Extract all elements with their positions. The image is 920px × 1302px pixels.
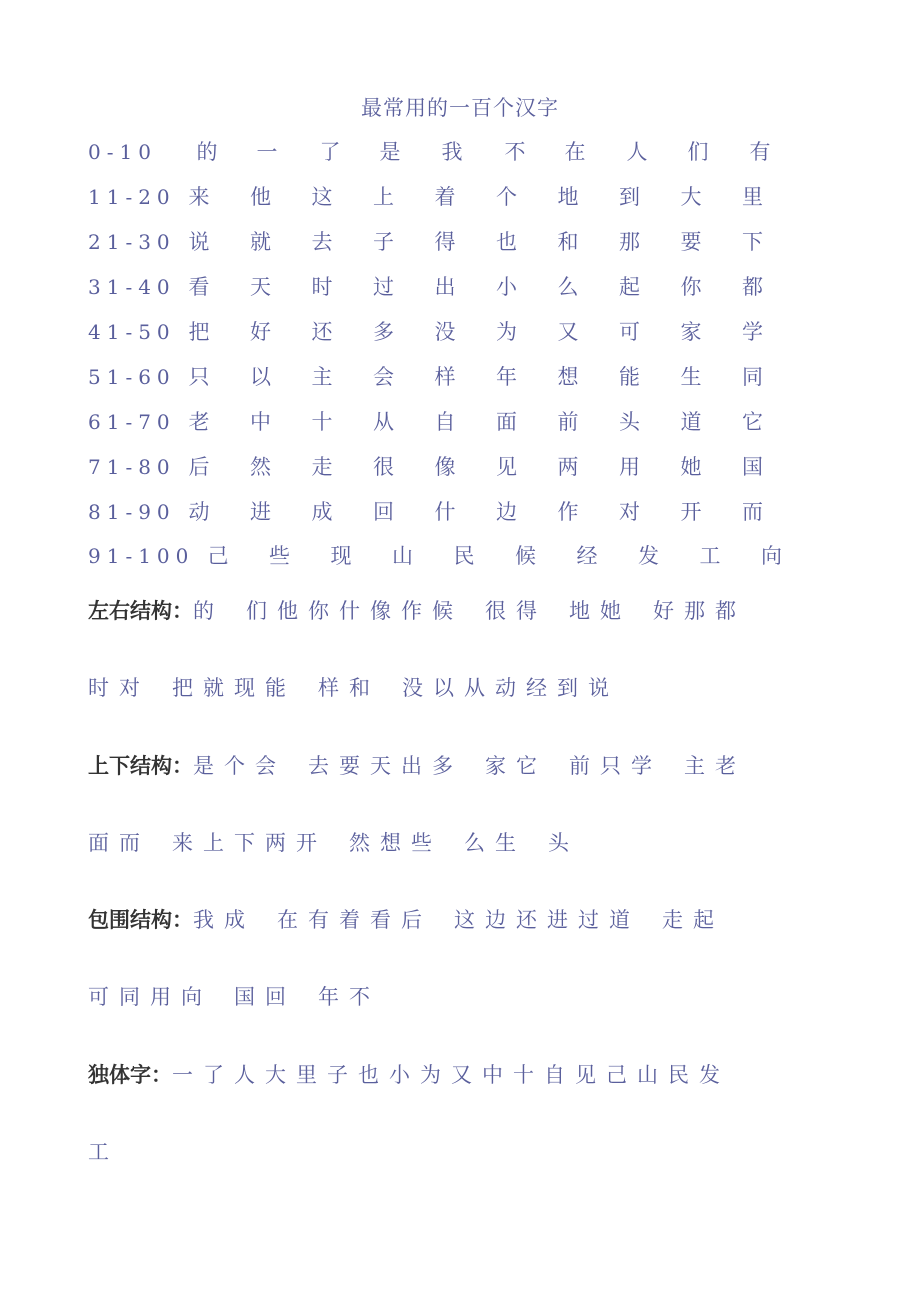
grid-character: 用 [619,455,640,479]
grid-character: 能 [619,365,640,389]
grid-character: 作 [557,500,579,524]
row-range-label: 0-10 [88,140,157,164]
grid-character: 样 [434,365,456,389]
grid-character: 那 [619,230,640,254]
grid-character: 大 [680,185,702,209]
grid-character: 边 [496,500,517,524]
grid-character: 我 [441,140,463,164]
grid-character: 地 [557,185,579,209]
grid-character: 前 [557,410,579,434]
grid-row [88,183,828,211]
grid-character: 发 [638,544,659,568]
structure-label: 上下结构： [88,753,193,778]
grid-character: 来 [188,185,210,209]
grid-character: 些 [269,544,290,568]
character-group: 可同用向 [88,985,212,1009]
row-range-label: 81-90 [88,500,176,524]
structure-line [88,1137,141,1167]
grid-row [88,363,828,391]
grid-character: 什 [434,500,456,524]
row-range-label: 11-20 [88,185,176,209]
character-group: 们他你什像作候 [246,599,463,623]
character-group: 把就现能 [172,676,296,700]
grid-character: 候 [515,544,536,568]
grid-character: 个 [496,185,517,209]
grid-character: 而 [742,500,763,524]
grid-character: 去 [311,230,333,254]
grid-character: 回 [373,500,394,524]
grid-character: 多 [373,320,394,344]
grid-character: 人 [626,140,648,164]
structure-line [88,1060,752,1090]
row-range-label: 21-30 [88,230,176,254]
grid-character: 道 [680,410,702,434]
grid-character: 了 [319,140,341,164]
grid-character: 现 [330,544,352,568]
grid-row [88,498,828,526]
structure-line [88,982,402,1012]
grid-character: 有 [749,140,771,164]
grid-character: 头 [619,410,640,434]
grid-character: 老 [188,410,210,434]
grid-character: 想 [557,365,579,389]
grid-character: 里 [742,185,763,209]
grid-character: 经 [576,544,598,568]
character-group: 的 [193,599,224,623]
row-range-label: 41-50 [88,320,176,344]
grid-character: 又 [557,320,579,344]
grid-row [88,453,828,481]
character-group: 么生 [464,831,526,855]
grid-character: 天 [250,275,271,299]
character-group: 样和 [318,676,380,700]
grid-character: 像 [434,455,456,479]
grid-character: 说 [188,230,210,254]
grid-character: 小 [496,275,517,299]
character-group: 走起 [662,908,724,932]
grid-character: 成 [311,500,333,524]
grid-character: 下 [742,230,763,254]
grid-character: 上 [373,185,394,209]
grid-character: 动 [188,500,210,524]
grid-character: 面 [496,410,517,434]
grid-character: 走 [311,455,333,479]
row-range-label: 31-40 [88,275,176,299]
grid-character: 这 [311,185,333,209]
grid-character: 只 [188,365,210,389]
grid-character: 学 [742,320,763,344]
character-group: 很得 [485,599,547,623]
character-group: 工 [88,1140,119,1164]
character-group: 这边还进过道 [454,908,640,932]
character-group: 主老 [684,754,746,778]
structure-line [88,828,601,858]
row-range-label: 91-100 [88,544,195,568]
grid-character: 他 [250,185,271,209]
grid-character: 不 [504,140,526,164]
grid-character: 生 [680,365,702,389]
structure-label: 独体字： [88,1062,172,1087]
grid-character: 在 [564,140,586,164]
character-group: 家它 [485,754,547,778]
row-range-label: 51-60 [88,365,176,389]
grid-character: 家 [680,320,702,344]
grid-character: 是 [379,140,401,164]
character-group: 好那都 [653,599,746,623]
grid-character: 到 [619,185,640,209]
grid-character: 主 [311,365,333,389]
grid-character: 对 [619,500,640,524]
grid-character: 中 [250,410,271,434]
grid-row [88,138,828,166]
grid-character: 你 [680,275,702,299]
grid-character: 从 [373,410,394,434]
grid-character: 己 [207,544,229,568]
character-group: 时对 [88,676,150,700]
grid-character: 她 [680,455,702,479]
character-group: 然想些 [349,831,442,855]
grid-character: 么 [557,275,579,299]
character-group: 面而 [88,831,150,855]
grid-character: 为 [496,320,517,344]
grid-character: 都 [742,275,763,299]
grid-character: 年 [496,365,517,389]
grid-character: 两 [557,455,579,479]
grid-character: 很 [373,455,394,479]
grid-character: 过 [373,275,394,299]
grid-character: 还 [311,320,333,344]
character-group: 是个会 [193,754,286,778]
grid-row [88,408,828,436]
character-group: 国回 [234,985,296,1009]
grid-character: 得 [434,230,456,254]
page-title: 最常用的一百个汉字 [361,96,559,120]
character-group: 去要天出多 [308,754,463,778]
grid-character: 自 [434,410,456,434]
character-group: 头 [548,831,579,855]
grid-character: 工 [699,544,721,568]
grid-character: 然 [250,455,271,479]
character-group: 一了人大里子也小为又中十自见己山民发 [172,1063,730,1087]
grid-character: 要 [680,230,702,254]
character-group: 我成 [193,908,255,932]
grid-character: 着 [434,185,456,209]
grid-character: 见 [496,455,517,479]
grid-character: 十 [311,410,333,434]
grid-character: 就 [250,230,271,254]
grid-character: 和 [557,230,579,254]
grid-row [88,228,828,256]
grid-row [88,273,828,301]
grid-character: 没 [434,320,456,344]
character-group: 前只学 [569,754,662,778]
grid-character: 一 [256,140,278,164]
grid-character: 时 [311,275,333,299]
structure-line [88,751,768,781]
grid-character: 向 [761,544,782,568]
structure-line [88,596,768,626]
grid-character: 它 [742,410,763,434]
grid-character: 起 [619,275,640,299]
row-range-label: 61-70 [88,410,176,434]
character-group: 在有着看后 [277,908,432,932]
grid-row [88,542,828,570]
row-range-label: 71-80 [88,455,176,479]
grid-row [88,318,828,346]
character-group: 没以从动经到说 [402,676,619,700]
structure-line [88,673,641,703]
structure-label: 左右结构： [88,598,193,623]
grid-character: 以 [250,365,271,389]
grid-character: 的 [196,140,218,164]
grid-character: 国 [742,455,763,479]
grid-character: 出 [434,275,456,299]
grid-character: 后 [188,455,210,479]
grid-character: 山 [392,544,413,568]
grid-character: 进 [250,500,271,524]
character-group: 年不 [318,985,380,1009]
grid-character: 同 [742,365,763,389]
grid-character: 把 [188,320,210,344]
grid-character: 开 [680,500,702,524]
character-group: 地她 [569,599,631,623]
grid-character: 民 [453,544,475,568]
grid-character: 可 [619,320,640,344]
grid-character: 也 [496,230,517,254]
structure-line [88,905,746,935]
grid-character: 子 [373,230,394,254]
grid-character: 看 [188,275,210,299]
structure-label: 包围结构： [88,907,193,932]
grid-character: 好 [250,320,271,344]
character-group: 来上下两开 [172,831,327,855]
grid-character: 会 [373,365,394,389]
grid-character: 们 [687,140,709,164]
